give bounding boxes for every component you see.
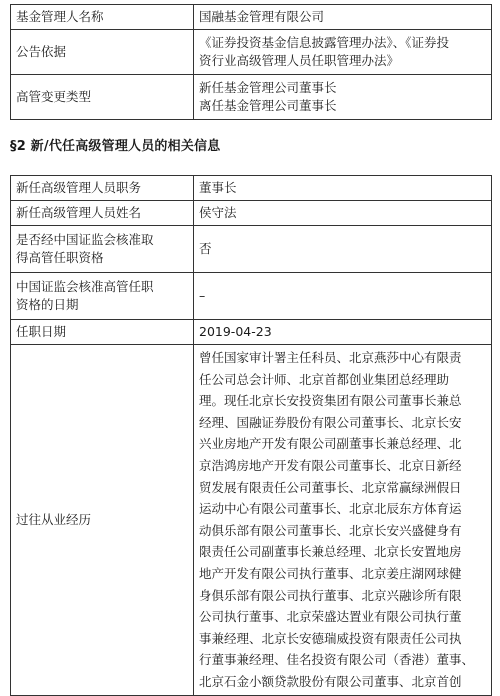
fund-manager-name-value: 国融基金管理有限公司	[194, 5, 492, 30]
table-row	[11, 75, 492, 120]
position-value: 董事长	[194, 176, 492, 201]
announcement-basis-label: 公告依据	[11, 30, 194, 75]
experience-value	[194, 345, 492, 696]
start-date-value: 2019-04-23	[194, 320, 492, 345]
change-type-line: 新任基金管理公司董事长	[199, 80, 337, 95]
experience-line: 京浩鸿房地产开发有限公司董事长、北京日新经	[199, 457, 462, 473]
experience-line: 行董事兼经理、佳名投资有限公司（香港）董事、	[199, 652, 475, 668]
experience-line: 限责任公司副董事长兼总经理、北京长安置地房	[199, 544, 462, 560]
experience-line: 地产开发有限公司执行董事、北京姜庄湖网球健	[199, 565, 462, 581]
name-label: 新任高级管理人员姓名	[11, 201, 194, 226]
start-date-label: 任职日期	[11, 320, 194, 345]
fund-manager-info-table	[10, 4, 492, 120]
experience-line: 理。现任北京长安投资集团有限公司董事长兼总	[199, 393, 462, 409]
announcement-basis-value	[194, 30, 492, 75]
experience-line: 运动中心有限公司董事长、北京北辰东方体育运	[199, 501, 462, 517]
position-label: 新任高级管理人员职务	[11, 176, 194, 201]
approval-date-label	[11, 273, 194, 320]
change-type-line: 离任基金管理公司董事长	[199, 98, 337, 113]
experience-label: 过往从业经历	[11, 345, 194, 696]
fund-manager-name-label: 基金管理人名称	[11, 5, 194, 30]
experience-line: 事兼经理、北京长安德瑞威投资有限责任公司执	[199, 630, 462, 646]
experience-line: 经理、国融证券股份有限公司董事长、北京长安	[199, 414, 462, 430]
table-row	[11, 176, 492, 201]
executive-info-table	[10, 175, 492, 696]
table-row	[11, 320, 492, 345]
experience-line: 动俱乐部有限公司董事长、北京长安兴盛健身有	[199, 522, 462, 538]
experience-line: 北京石金小额贷款股份有限公司董事、北京首创	[199, 673, 462, 689]
experience-line: 公司执行董事、北京荣盛达置业有限公司执行董	[199, 609, 462, 625]
approval-date-value: –	[194, 273, 492, 320]
experience-line: 贸发展有限责任公司董事长、北京常赢绿洲假日	[199, 479, 462, 495]
experience-line: 任公司总会计师、北京首都创业集团总经理助	[199, 371, 450, 387]
table-row	[11, 226, 492, 273]
experience-line: 曾任国家审计署主任科员、北京燕莎中心有限责	[199, 350, 462, 365]
csrc-approved-label-line: 是否经中国证监会核准取	[16, 232, 154, 247]
csrc-approved-value: 否	[194, 226, 492, 273]
table-row	[11, 345, 492, 696]
experience-line: 兴业房地产开发有限公司副董事长兼总经理、北	[199, 436, 462, 452]
change-type-label: 高管变更类型	[11, 75, 194, 120]
table-row	[11, 201, 492, 226]
csrc-approved-label-line: 得高管任职资格	[16, 250, 104, 265]
announcement-basis-line: 资行业高级管理人员任职管理办法》	[199, 53, 400, 68]
csrc-approved-label	[11, 226, 194, 273]
approval-date-label-line: 资格的日期	[16, 297, 79, 312]
section-heading: §2 新/代任高级管理人员的相关信息	[10, 139, 221, 154]
name-value: 侯守法	[194, 201, 492, 226]
table-row	[11, 30, 492, 75]
approval-date-label-line: 中国证监会核准高管任职	[16, 279, 154, 294]
experience-line: 身俱乐部有限公司执行董事、北京兴融诊所有限	[199, 587, 462, 603]
table-row	[11, 5, 492, 30]
announcement-basis-line: 《证券投资基金信息披露管理办法》、《证券投	[199, 35, 450, 50]
change-type-value	[194, 75, 492, 120]
table-row	[11, 273, 492, 320]
